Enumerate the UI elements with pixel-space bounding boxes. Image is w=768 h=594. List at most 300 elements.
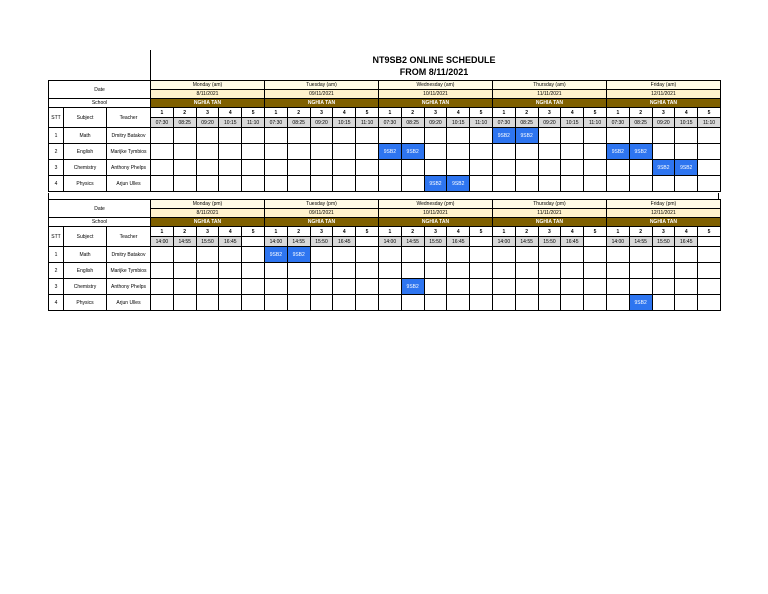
session-cell-empty[interactable] xyxy=(515,144,538,160)
period-time: 09:20 xyxy=(196,118,219,128)
session-cell-empty[interactable] xyxy=(151,160,174,176)
session-cell-empty[interactable] xyxy=(424,144,447,160)
session-cell-empty[interactable] xyxy=(219,263,242,279)
session-cell-empty[interactable] xyxy=(242,144,265,160)
session-cell-empty[interactable] xyxy=(378,263,401,279)
period-time xyxy=(470,237,493,247)
period-number: 4 xyxy=(675,227,698,237)
session-cell-active[interactable]: 9SB2 xyxy=(424,176,447,192)
period-time: 08:25 xyxy=(515,118,538,128)
session-cell-empty[interactable] xyxy=(310,263,333,279)
period-number: 3 xyxy=(652,227,675,237)
session-cell-empty[interactable] xyxy=(538,279,561,295)
stt-header: STT xyxy=(49,108,64,128)
period-time: 07:30 xyxy=(264,118,287,128)
period-time: 09:20 xyxy=(538,118,561,128)
period-time: 14:00 xyxy=(606,237,629,247)
session-cell-empty[interactable] xyxy=(173,295,196,311)
period-number: 2 xyxy=(287,227,310,237)
day-date: 8/11/2021 xyxy=(151,90,265,99)
period-time: 15:50 xyxy=(196,237,219,247)
session-cell-empty[interactable] xyxy=(561,247,584,263)
session-cell-empty[interactable] xyxy=(561,160,584,176)
subject-row xyxy=(49,295,721,311)
session-cell-empty[interactable] xyxy=(310,279,333,295)
session-cell-empty[interactable] xyxy=(310,144,333,160)
session-cell-empty[interactable] xyxy=(492,279,515,295)
period-number-row xyxy=(49,227,721,237)
session-cell-empty[interactable] xyxy=(378,176,401,192)
schedule-subtitle: FROM 8/11/2021 xyxy=(399,67,469,77)
period-number: 5 xyxy=(698,227,721,237)
session-cell-empty[interactable] xyxy=(173,160,196,176)
session-cell-empty[interactable] xyxy=(698,247,721,263)
session-cell-empty[interactable] xyxy=(219,176,242,192)
school-name: NGHIA TAN xyxy=(492,99,606,108)
period-time: 14:55 xyxy=(401,237,424,247)
stt-cell: 1 xyxy=(49,128,64,144)
session-cell-empty[interactable] xyxy=(356,176,379,192)
session-cell-empty[interactable] xyxy=(356,144,379,160)
teacher-cell: Marijke Tymbios xyxy=(107,144,151,160)
period-number: 4 xyxy=(447,108,470,118)
subject-cell: Math xyxy=(64,128,107,144)
period-number: 1 xyxy=(264,108,287,118)
session-cell-empty[interactable] xyxy=(356,160,379,176)
session-cell-empty[interactable] xyxy=(424,279,447,295)
session-cell-empty[interactable] xyxy=(310,176,333,192)
session-cell-empty[interactable] xyxy=(219,295,242,311)
session-cell-empty[interactable] xyxy=(242,279,265,295)
pm-schedule-table xyxy=(48,199,721,311)
session-cell-active[interactable]: 9SB2 xyxy=(287,247,310,263)
period-time: 14:00 xyxy=(264,237,287,247)
session-cell-empty[interactable] xyxy=(196,263,219,279)
session-cell-empty[interactable] xyxy=(151,263,174,279)
session-cell-empty[interactable] xyxy=(538,176,561,192)
session-cell-empty[interactable] xyxy=(606,160,629,176)
session-cell-empty[interactable] xyxy=(470,279,493,295)
session-cell-empty[interactable] xyxy=(492,160,515,176)
school-name: NGHIA TAN xyxy=(606,218,720,227)
period-time: 15:50 xyxy=(538,237,561,247)
session-cell-empty[interactable] xyxy=(219,160,242,176)
period-number: 2 xyxy=(515,108,538,118)
session-cell-empty[interactable] xyxy=(584,263,607,279)
session-cell-empty[interactable] xyxy=(173,263,196,279)
period-time: 08:25 xyxy=(173,118,196,128)
session-cell-empty[interactable] xyxy=(675,279,698,295)
period-time xyxy=(698,237,721,247)
session-cell-empty[interactable] xyxy=(470,144,493,160)
session-cell-active[interactable]: 9SB2 xyxy=(447,176,470,192)
session-cell-empty[interactable] xyxy=(470,295,493,311)
subject-row xyxy=(49,176,721,192)
session-cell-empty[interactable] xyxy=(333,295,356,311)
session-cell-empty[interactable] xyxy=(264,176,287,192)
session-cell-empty[interactable] xyxy=(470,176,493,192)
session-cell-empty[interactable] xyxy=(675,247,698,263)
session-cell-empty[interactable] xyxy=(675,263,698,279)
session-cell-empty[interactable] xyxy=(606,176,629,192)
session-cell-empty[interactable] xyxy=(264,160,287,176)
period-number: 2 xyxy=(629,227,652,237)
session-cell-empty[interactable] xyxy=(401,176,424,192)
session-cell-empty[interactable] xyxy=(196,144,219,160)
day-date: 10/11/2021 xyxy=(378,209,492,218)
session-cell-empty[interactable] xyxy=(401,295,424,311)
session-cell-empty[interactable] xyxy=(698,279,721,295)
session-cell-active[interactable]: 9SB2 xyxy=(401,279,424,295)
session-cell-empty[interactable] xyxy=(675,295,698,311)
session-cell-empty[interactable] xyxy=(538,295,561,311)
session-cell-active[interactable]: 9SB2 xyxy=(378,144,401,160)
period-number: 1 xyxy=(378,108,401,118)
session-cell-empty[interactable] xyxy=(675,176,698,192)
day-date: 12/11/2021 xyxy=(606,209,720,218)
period-time: 15:50 xyxy=(652,237,675,247)
subject-row xyxy=(49,279,721,295)
session-cell-empty[interactable] xyxy=(652,144,675,160)
session-cell-empty[interactable] xyxy=(561,263,584,279)
school-row xyxy=(49,218,721,227)
session-cell-empty[interactable] xyxy=(629,279,652,295)
session-cell-empty[interactable] xyxy=(538,144,561,160)
day-date: 12/11/2021 xyxy=(606,90,720,99)
session-cell-active[interactable]: 9SB2 xyxy=(652,160,675,176)
session-cell-empty[interactable] xyxy=(333,128,356,144)
session-cell-empty[interactable] xyxy=(515,160,538,176)
subject-cell: Chemistry xyxy=(64,279,107,295)
session-cell-empty[interactable] xyxy=(196,128,219,144)
session-cell-empty[interactable] xyxy=(287,144,310,160)
school-row xyxy=(49,99,721,108)
period-time: 14:55 xyxy=(287,237,310,247)
session-cell-empty[interactable] xyxy=(264,263,287,279)
session-cell-empty[interactable] xyxy=(606,263,629,279)
session-cell-empty[interactable] xyxy=(151,176,174,192)
session-cell-empty[interactable] xyxy=(698,176,721,192)
session-cell-empty[interactable] xyxy=(356,279,379,295)
session-cell-empty[interactable] xyxy=(538,263,561,279)
session-cell-empty[interactable] xyxy=(310,128,333,144)
period-time: 08:25 xyxy=(287,118,310,128)
session-cell-empty[interactable] xyxy=(287,176,310,192)
school-name: NGHIA TAN xyxy=(151,218,265,227)
session-cell-active[interactable]: 9SB2 xyxy=(515,128,538,144)
session-cell-empty[interactable] xyxy=(333,160,356,176)
session-cell-empty[interactable] xyxy=(287,263,310,279)
session-cell-empty[interactable] xyxy=(173,247,196,263)
session-cell-empty[interactable] xyxy=(424,295,447,311)
period-time: 10:15 xyxy=(219,118,242,128)
period-time: 07:30 xyxy=(606,118,629,128)
session-cell-empty[interactable] xyxy=(492,247,515,263)
session-cell-empty[interactable] xyxy=(606,247,629,263)
session-cell-empty[interactable] xyxy=(173,144,196,160)
subject-cell: Physics xyxy=(64,176,107,192)
session-cell-empty[interactable] xyxy=(629,176,652,192)
period-number: 3 xyxy=(538,108,561,118)
session-cell-empty[interactable] xyxy=(196,176,219,192)
session-cell-empty[interactable] xyxy=(219,247,242,263)
session-cell-empty[interactable] xyxy=(196,295,219,311)
session-cell-empty[interactable] xyxy=(561,144,584,160)
session-cell-empty[interactable] xyxy=(151,295,174,311)
session-cell-empty[interactable] xyxy=(584,176,607,192)
day-date: 09/11/2021 xyxy=(264,209,378,218)
school-name: NGHIA TAN xyxy=(378,99,492,108)
teacher-cell: Anthony Phelps xyxy=(107,279,151,295)
session-cell-empty[interactable] xyxy=(310,295,333,311)
session-cell-empty[interactable] xyxy=(151,247,174,263)
session-cell-empty[interactable] xyxy=(470,247,493,263)
session-cell-empty[interactable] xyxy=(698,144,721,160)
session-cell-active[interactable]: 9SB2 xyxy=(264,247,287,263)
period-time xyxy=(242,237,265,247)
session-cell-empty[interactable] xyxy=(219,279,242,295)
period-number: 4 xyxy=(333,108,356,118)
session-cell-empty[interactable] xyxy=(675,128,698,144)
session-cell-empty[interactable] xyxy=(242,128,265,144)
session-cell-empty[interactable] xyxy=(561,128,584,144)
session-cell-empty[interactable] xyxy=(492,263,515,279)
session-cell-empty[interactable] xyxy=(447,144,470,160)
session-cell-empty[interactable] xyxy=(447,247,470,263)
session-cell-empty[interactable] xyxy=(447,263,470,279)
session-cell-empty[interactable] xyxy=(561,295,584,311)
session-cell-empty[interactable] xyxy=(492,144,515,160)
period-time: 15:50 xyxy=(310,237,333,247)
session-cell-empty[interactable] xyxy=(492,176,515,192)
session-cell-empty[interactable] xyxy=(698,128,721,144)
period-number: 4 xyxy=(561,227,584,237)
session-cell-empty[interactable] xyxy=(652,279,675,295)
session-cell-empty[interactable] xyxy=(401,128,424,144)
session-cell-empty[interactable] xyxy=(447,295,470,311)
stt-cell: 3 xyxy=(49,160,64,176)
period-number: 1 xyxy=(151,227,174,237)
session-cell-empty[interactable] xyxy=(515,295,538,311)
session-cell-empty[interactable] xyxy=(606,279,629,295)
session-cell-empty[interactable] xyxy=(652,176,675,192)
day-name: Monday (am) xyxy=(151,81,265,90)
period-number: 3 xyxy=(652,108,675,118)
teacher-header: Teacher xyxy=(107,108,151,128)
session-cell-empty[interactable] xyxy=(151,279,174,295)
session-cell-empty[interactable] xyxy=(401,263,424,279)
subject-header: Subject xyxy=(64,108,107,128)
teacher-header: Teacher xyxy=(107,227,151,247)
period-time: 09:20 xyxy=(424,118,447,128)
session-cell-empty[interactable] xyxy=(515,279,538,295)
period-time: 15:50 xyxy=(424,237,447,247)
session-cell-empty[interactable] xyxy=(698,263,721,279)
session-cell-empty[interactable] xyxy=(264,144,287,160)
session-cell-empty[interactable] xyxy=(333,176,356,192)
session-cell-empty[interactable] xyxy=(629,160,652,176)
period-number: 3 xyxy=(310,227,333,237)
session-cell-empty[interactable] xyxy=(629,247,652,263)
session-cell-empty[interactable] xyxy=(242,176,265,192)
session-cell-empty[interactable] xyxy=(470,263,493,279)
session-cell-empty[interactable] xyxy=(584,144,607,160)
session-cell-active[interactable]: 9SB2 xyxy=(606,144,629,160)
session-cell-active[interactable]: 9SB2 xyxy=(492,128,515,144)
teacher-cell: Anthony Phelps xyxy=(107,160,151,176)
session-cell-empty[interactable] xyxy=(151,128,174,144)
session-cell-empty[interactable] xyxy=(287,279,310,295)
period-number: 5 xyxy=(698,108,721,118)
session-cell-empty[interactable] xyxy=(356,128,379,144)
day-date: 11/11/2021 xyxy=(492,90,606,99)
session-cell-empty[interactable] xyxy=(652,247,675,263)
session-cell-empty[interactable] xyxy=(584,279,607,295)
session-cell-empty[interactable] xyxy=(538,128,561,144)
period-time: 09:20 xyxy=(310,118,333,128)
period-number: 2 xyxy=(401,227,424,237)
period-number: 3 xyxy=(196,108,219,118)
session-cell-empty[interactable] xyxy=(333,279,356,295)
period-time: 14:55 xyxy=(173,237,196,247)
session-cell-empty[interactable] xyxy=(629,128,652,144)
session-cell-empty[interactable] xyxy=(561,176,584,192)
session-cell-empty[interactable] xyxy=(515,176,538,192)
period-number: 4 xyxy=(447,227,470,237)
stt-cell: 2 xyxy=(49,263,64,279)
session-cell-empty[interactable] xyxy=(584,160,607,176)
day-date: 11/11/2021 xyxy=(492,209,606,218)
session-cell-empty[interactable] xyxy=(173,176,196,192)
day-name: Thursday (am) xyxy=(492,81,606,90)
session-cell-empty[interactable] xyxy=(242,247,265,263)
session-cell-empty[interactable] xyxy=(219,144,242,160)
period-time: 07:30 xyxy=(151,118,174,128)
period-time: 16:45 xyxy=(219,237,242,247)
session-cell-empty[interactable] xyxy=(264,128,287,144)
session-cell-empty[interactable] xyxy=(606,128,629,144)
session-cell-empty[interactable] xyxy=(584,247,607,263)
session-cell-empty[interactable] xyxy=(515,263,538,279)
session-cell-empty[interactable] xyxy=(333,247,356,263)
session-cell-empty[interactable] xyxy=(561,279,584,295)
session-cell-empty[interactable] xyxy=(584,128,607,144)
session-cell-empty[interactable] xyxy=(652,263,675,279)
session-cell-empty[interactable] xyxy=(196,247,219,263)
session-cell-empty[interactable] xyxy=(698,160,721,176)
session-cell-active[interactable]: 9SB2 xyxy=(629,295,652,311)
session-cell-empty[interactable] xyxy=(652,295,675,311)
session-cell-active[interactable]: 9SB2 xyxy=(629,144,652,160)
day-name: Monday (pm) xyxy=(151,200,265,209)
session-cell-empty[interactable] xyxy=(447,128,470,144)
period-time: 08:25 xyxy=(401,118,424,128)
session-cell-empty[interactable] xyxy=(310,247,333,263)
session-cell-empty[interactable] xyxy=(310,160,333,176)
session-cell-empty[interactable] xyxy=(378,128,401,144)
day-name: Thursday (pm) xyxy=(492,200,606,209)
session-cell-empty[interactable] xyxy=(652,128,675,144)
teacher-cell: Dmitry Batakov xyxy=(107,128,151,144)
school-name: NGHIA TAN xyxy=(264,218,378,227)
session-cell-empty[interactable] xyxy=(333,263,356,279)
session-cell-empty[interactable] xyxy=(401,247,424,263)
session-cell-empty[interactable] xyxy=(447,160,470,176)
session-cell-active[interactable]: 9SB2 xyxy=(675,160,698,176)
school-name: NGHIA TAN xyxy=(606,99,720,108)
session-cell-empty[interactable] xyxy=(173,279,196,295)
session-cell-empty[interactable] xyxy=(264,279,287,295)
session-cell-empty[interactable] xyxy=(606,295,629,311)
subject-cell: English xyxy=(64,263,107,279)
session-cell-empty[interactable] xyxy=(470,160,493,176)
session-cell-empty[interactable] xyxy=(424,247,447,263)
session-cell-empty[interactable] xyxy=(424,160,447,176)
period-number: 5 xyxy=(242,108,265,118)
session-cell-empty[interactable] xyxy=(424,128,447,144)
session-cell-empty[interactable] xyxy=(196,279,219,295)
session-cell-empty[interactable] xyxy=(378,279,401,295)
session-cell-empty[interactable] xyxy=(151,144,174,160)
session-cell-empty[interactable] xyxy=(242,263,265,279)
session-cell-empty[interactable] xyxy=(538,247,561,263)
day-name: Wednesday (am) xyxy=(378,81,492,90)
period-number: 1 xyxy=(151,108,174,118)
period-time: 11:10 xyxy=(242,118,265,128)
session-cell-empty[interactable] xyxy=(401,160,424,176)
session-cell-empty[interactable] xyxy=(538,160,561,176)
session-cell-empty[interactable] xyxy=(219,128,242,144)
period-number: 1 xyxy=(264,227,287,237)
session-cell-empty[interactable] xyxy=(242,160,265,176)
period-time: 10:15 xyxy=(675,118,698,128)
session-cell-empty[interactable] xyxy=(242,295,265,311)
session-cell-empty[interactable] xyxy=(378,247,401,263)
session-cell-empty[interactable] xyxy=(287,128,310,144)
period-number: 3 xyxy=(424,108,447,118)
period-time: 09:20 xyxy=(652,118,675,128)
session-cell-empty[interactable] xyxy=(470,128,493,144)
session-cell-empty[interactable] xyxy=(424,263,447,279)
stt-cell: 3 xyxy=(49,279,64,295)
session-cell-empty[interactable] xyxy=(356,295,379,311)
session-cell-empty[interactable] xyxy=(629,263,652,279)
period-number: 3 xyxy=(424,227,447,237)
session-cell-empty[interactable] xyxy=(333,144,356,160)
session-cell-empty[interactable] xyxy=(378,295,401,311)
session-cell-empty[interactable] xyxy=(698,295,721,311)
session-cell-empty[interactable] xyxy=(264,295,287,311)
teacher-cell: Marijke Tymbios xyxy=(107,263,151,279)
session-cell-empty[interactable] xyxy=(356,247,379,263)
session-cell-empty[interactable] xyxy=(356,263,379,279)
session-cell-empty[interactable] xyxy=(287,160,310,176)
period-number: 5 xyxy=(356,227,379,237)
day-name: Tuesday (pm) xyxy=(264,200,378,209)
session-cell-empty[interactable] xyxy=(196,160,219,176)
session-cell-empty[interactable] xyxy=(173,128,196,144)
session-cell-empty[interactable] xyxy=(447,279,470,295)
session-cell-empty[interactable] xyxy=(515,247,538,263)
period-number: 5 xyxy=(356,108,379,118)
session-cell-empty[interactable] xyxy=(287,295,310,311)
session-cell-active[interactable]: 9SB2 xyxy=(401,144,424,160)
session-cell-empty[interactable] xyxy=(584,295,607,311)
session-cell-empty[interactable] xyxy=(492,295,515,311)
session-cell-empty[interactable] xyxy=(378,160,401,176)
period-number: 3 xyxy=(196,227,219,237)
session-cell-empty[interactable] xyxy=(675,144,698,160)
